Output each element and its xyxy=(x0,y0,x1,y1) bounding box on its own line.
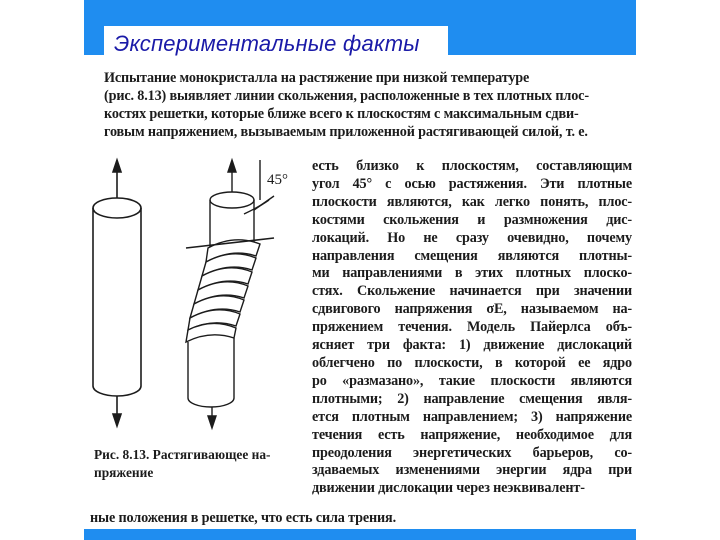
left-cylinder xyxy=(93,160,141,426)
text-line: течения есть напряжение, необходимое для xyxy=(312,426,632,443)
intro-line: костях решетки, которые ближе всего к плоскостям с максимальным сдви- xyxy=(104,105,579,122)
text-line: сдвигового напряжения σE, называемом на- xyxy=(312,301,632,318)
text-line: ро «размазано», такие плоскости являются xyxy=(312,372,632,389)
text-line: ясняет три факта: 1) движение дислокаций xyxy=(312,337,632,354)
text-line: локаций. Но не сразу очевидно, почему xyxy=(312,229,632,246)
text-line: движении дислокации через неэквивалент- xyxy=(312,480,585,497)
intro-paragraph xyxy=(104,70,634,142)
bottom-line: ные положения в решетке, что есть сила трения. xyxy=(90,510,396,526)
crystal-diagram xyxy=(84,152,310,437)
text-line: есть близко к плоскостям, составляющим xyxy=(312,158,632,174)
text-line: преодоления энергетических барьеров, со- xyxy=(312,444,632,461)
text-line: ми направлениями в этих плотных плоско- xyxy=(312,265,632,282)
text-line: направления смещения являются плотны- xyxy=(312,247,632,264)
caption-line: Рис. 8.13. Растягивающее на- xyxy=(94,447,271,462)
intro-line: Испытание монокристалла на растяжение при низкой температуре xyxy=(104,70,530,86)
intro-line: (рис. 8.13) выявляет линии скольжения, расположенные в тех плотных плос- xyxy=(104,87,589,104)
text-line: здаваемых изменениями энергии ядра при xyxy=(312,462,632,479)
text-line: стях. Скольжение начинается при значении xyxy=(312,283,632,300)
text-line: ется плотным направлением; 3) напряжение xyxy=(312,408,632,425)
figure-crystals xyxy=(84,152,310,437)
text-line: плотными; 2) направление смещения явля- xyxy=(312,390,632,407)
text-line: пряжением течения. Модель Пайерлса объ- xyxy=(312,319,632,336)
caption-line: пряжение xyxy=(94,465,154,480)
right-crystal xyxy=(186,160,274,428)
slide-title: Экспериментальные факты xyxy=(114,31,420,56)
text-line: костями скольжения и размножения дис- xyxy=(312,211,632,228)
angle-label: 45° xyxy=(267,172,288,188)
text-line: угол 45° с осью растяжения. Эти плотные xyxy=(312,175,632,192)
figure-caption xyxy=(94,446,304,482)
intro-line: говым напряжением, вызываемым приложенной растягивающей силой, т. е. xyxy=(104,123,588,140)
right-column-text xyxy=(312,158,632,498)
text-line: облегчено по плоскости, в которой ее ядро xyxy=(312,354,632,371)
text-line: плоскости являются, как легко понять, плос- xyxy=(312,193,632,210)
